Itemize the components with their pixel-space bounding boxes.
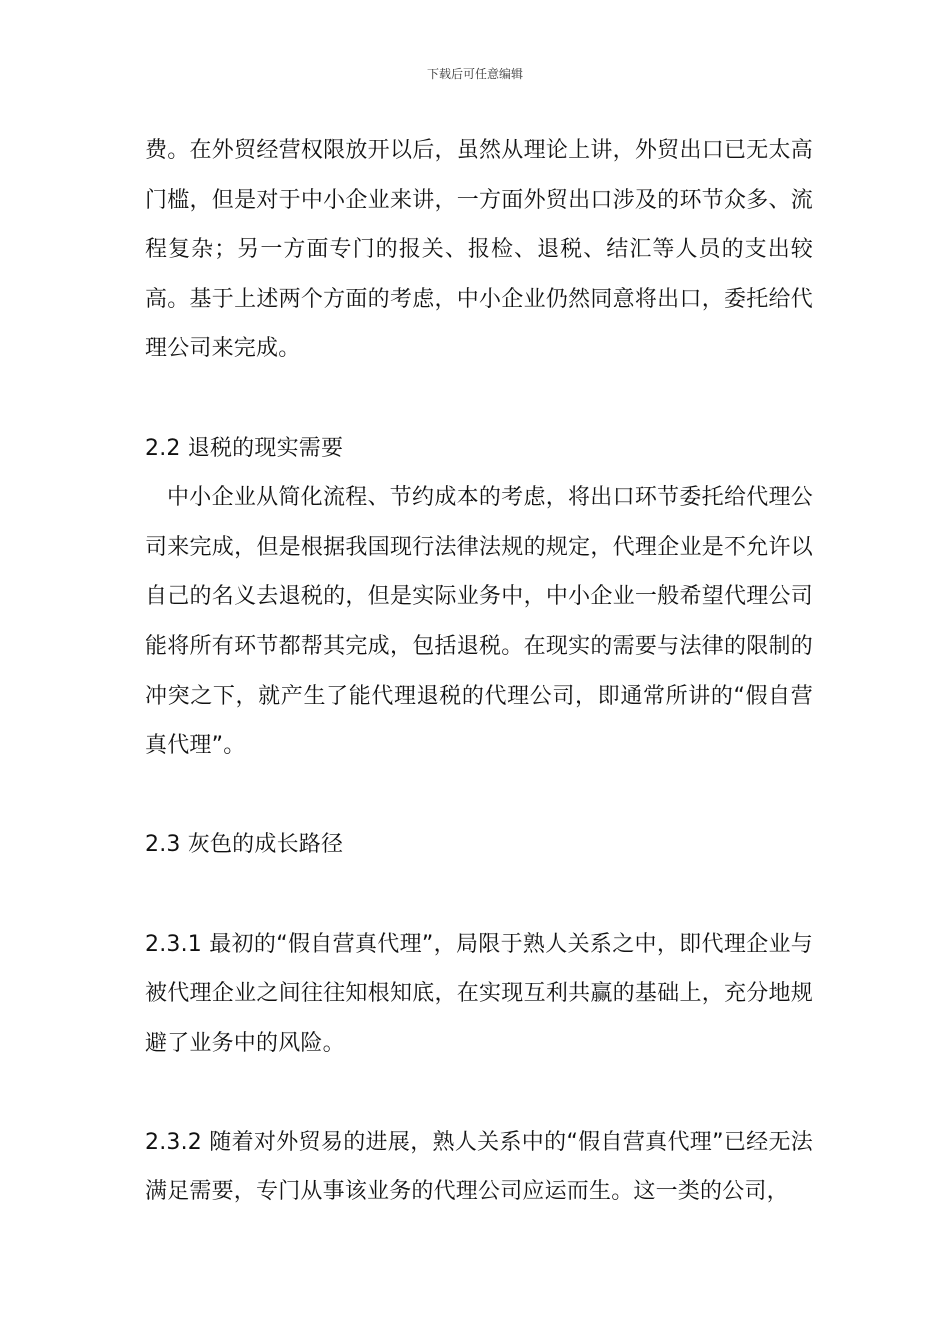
section-heading-2-2: 2.2 退税的现实需要 bbox=[145, 435, 344, 461]
blank-line bbox=[145, 771, 813, 821]
paragraph-tax-refund: 中小企业从简化流程、节约成本的考虑，将出口环节委托给代理公司来完成，但是根据我国现行法律法规的规定，代理企业是不允许以自己的名义去退税的，但是实际业务中，中小企业一般希望代理公司能将所有环节都帮其完成，包括退税。在现实的需要与法律的限制的冲突之下，就产生了能代理退税的代理公司，即通常所讲的“假自营真代理”。 bbox=[145, 485, 813, 759]
section-heading-2-3: 2.3 灰色的成长路径 bbox=[145, 832, 344, 858]
page-header: 下载后可任意编辑 bbox=[426, 67, 523, 81]
document-body bbox=[145, 126, 813, 1217]
blank-line bbox=[145, 1068, 813, 1118]
paragraph-2-3-2: 2.3.2 随着对外贸易的进展，熟人关系中的“假自营真代理”已经无法满足需要，专门从事该业务的代理公司应运而生。这一类的公司， bbox=[145, 1129, 813, 1205]
blank-line bbox=[145, 870, 813, 920]
paragraph-intro: 费。在外贸经营权限放开以后，虽然从理论上讲，外贸出口已无太高门槛，但是对于中小企业来讲，一方面外贸出口涉及的环节众多、流程复杂；另一方面专门的报关、报检、退税、结汇等人员的支出较高。基于上述两个方面的考虑，中小企业仍然同意将出口，委托给代理公司来完成。 bbox=[145, 138, 813, 362]
blank-line bbox=[145, 374, 813, 424]
paragraph-2-3-1: 2.3.1 最初的“假自营真代理”，局限于熟人关系之中，即代理企业与被代理企业之间往往知根知底，在实现互利共赢的基础上，充分地规避了业务中的风险。 bbox=[145, 931, 813, 1056]
